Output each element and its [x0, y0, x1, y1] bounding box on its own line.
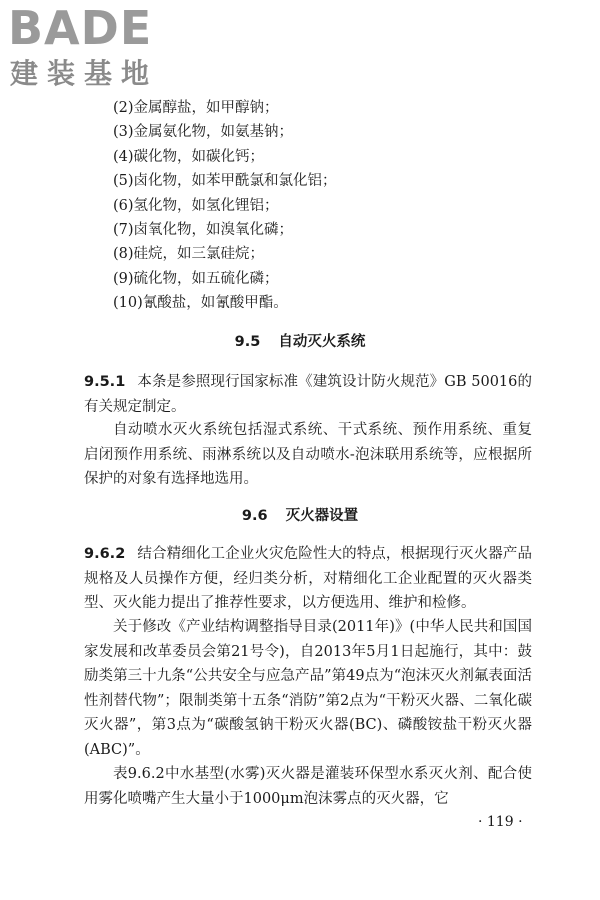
- list-item: (10)氰酸盐，如氰酸甲酯。: [113, 295, 288, 312]
- list-item: (3)金属氨化物，如氨基钠；: [113, 124, 294, 141]
- paragraph: 表9.6.2中水基型(水雾)灭火器是灌装环保型水系灭火剂、配合使用雾化喷嘴产生大量小于1000μm泡沫雾点的灭火器，它: [84, 766, 532, 807]
- list-item: (8)硅烷，如三氯硅烷；: [113, 246, 265, 263]
- clause-9-5-1: [84, 370, 532, 419]
- section-heading-9-6: [0, 505, 600, 527]
- watermark-logo: [8, 1, 178, 92]
- page-number: · 119 ·: [478, 814, 523, 830]
- list-item: (7)卤氧化物，如溴氧化磷；: [113, 221, 294, 238]
- list-item: (5)卤化物，如苯甲酰氯和氯化铝；: [113, 173, 337, 190]
- section-heading-9-5: [0, 331, 600, 353]
- list-item: (2)金属醇盐，如甲醇钠；: [113, 100, 279, 116]
- clause-number: 9.6.2: [84, 546, 126, 562]
- section-title: 灭火器设置: [285, 508, 359, 524]
- clause-text: 本条是参照现行国家标准《建筑设计防火规范》GB 50016的有关规定制定。: [84, 374, 532, 415]
- clause-text: 结合精细化工企业火灾危险性大的特点，根据现行灭火器产品规格及人员操作方便，经归类分析，对精细化工企业配置的灭火器类型、灭火能力提出了推荐性要求，以方便选用、维护和检修。: [84, 546, 532, 611]
- logo-subtitle: 建装基地: [10, 57, 159, 90]
- list-item: (9)硫化物，如五硫化磷；: [113, 270, 279, 287]
- list-item: (4)碳化物，如碳化钙；: [113, 148, 265, 165]
- section-title: 自动灭火系统: [278, 334, 366, 350]
- logo-wordmark: BADE: [8, 1, 153, 55]
- hazard-list: [113, 96, 337, 316]
- paragraph: 关于修改《产业结构调整指导目录(2011年)》(中华人民共和国国家发展和改革委员会第21号令)，自2013年5月1日起施行，其中：鼓励类第三十九条“公共安全与应急产品”第49点为“泡沫灭火剂氟表面活性剂替代物”；限制类第十五条“消防”第2点为“干粉灭火器、二氧化碳灭火器”，第3点为“碳酸氢钠干粉灭火器(BC)、磷酸铵盐干粉灭火器(ABC)”。: [84, 619, 532, 758]
- paragraph: 自动喷水灭火系统包括湿式系统、干式系统、预作用系统、重复启闭预作用系统、雨淋系统以及自动喷水-泡沫联用系统等，应根据所保护的对象有选择地选用。: [84, 422, 532, 487]
- clause-9-6-2: [84, 542, 532, 616]
- list-item: (6)氢化物，如氢化锂铝；: [113, 197, 279, 214]
- section-number: 9.5: [234, 334, 261, 350]
- clause-number: 9.5.1: [84, 374, 126, 390]
- section-number: 9.6: [241, 508, 268, 524]
